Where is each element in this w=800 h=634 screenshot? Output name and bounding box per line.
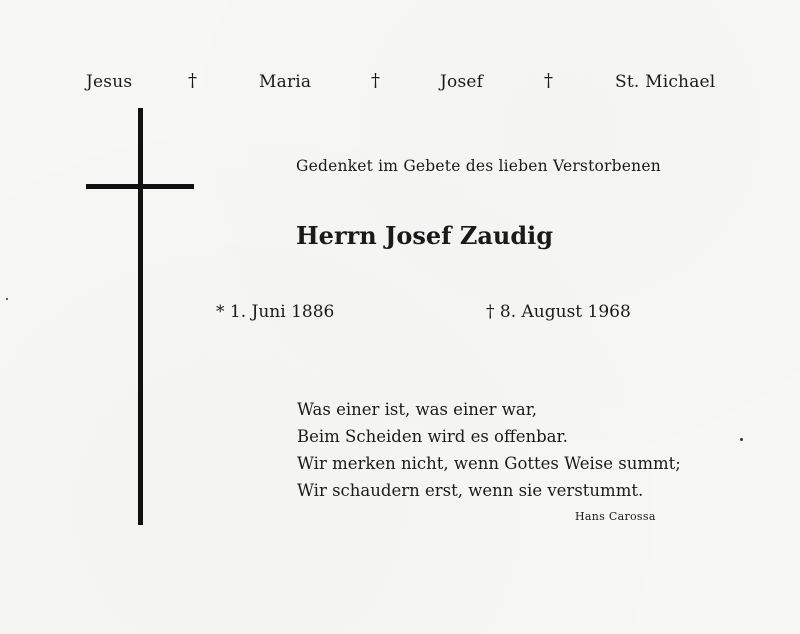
poem-line: Beim Scheiden wird es offenbar.	[297, 427, 568, 446]
intro-text: Gedenket im Gebete des lieben Verstorbenen	[296, 157, 661, 175]
header-word-maria: Maria	[259, 72, 312, 92]
poem	[297, 396, 681, 504]
header-cross-icon: †	[544, 70, 553, 91]
print-speck	[6, 298, 8, 300]
poem-author: Hans Carossa	[575, 510, 656, 523]
header-word-josef: Josef	[440, 72, 484, 92]
cross-horizontal-beam	[86, 184, 194, 189]
header-word-jesus: Jesus	[86, 72, 133, 92]
print-speck	[740, 438, 743, 441]
birth-date: * 1. Juni 1886	[216, 302, 335, 322]
poem-line: Wir merken nicht, wenn Gottes Weise summt;	[297, 454, 681, 473]
poem-line: Was einer ist, was einer war,	[297, 400, 538, 419]
death-date: † 8. August 1968	[486, 302, 631, 322]
cross-vertical-beam	[138, 108, 143, 525]
header-word-st-michael: St. Michael	[615, 72, 716, 92]
deceased-name: Herrn Josef Zaudig	[296, 221, 554, 250]
header-cross-icon: †	[188, 70, 197, 91]
poem-line: Wir schaudern erst, wenn sie verstummt.	[297, 481, 644, 500]
header-cross-icon: †	[371, 70, 380, 91]
